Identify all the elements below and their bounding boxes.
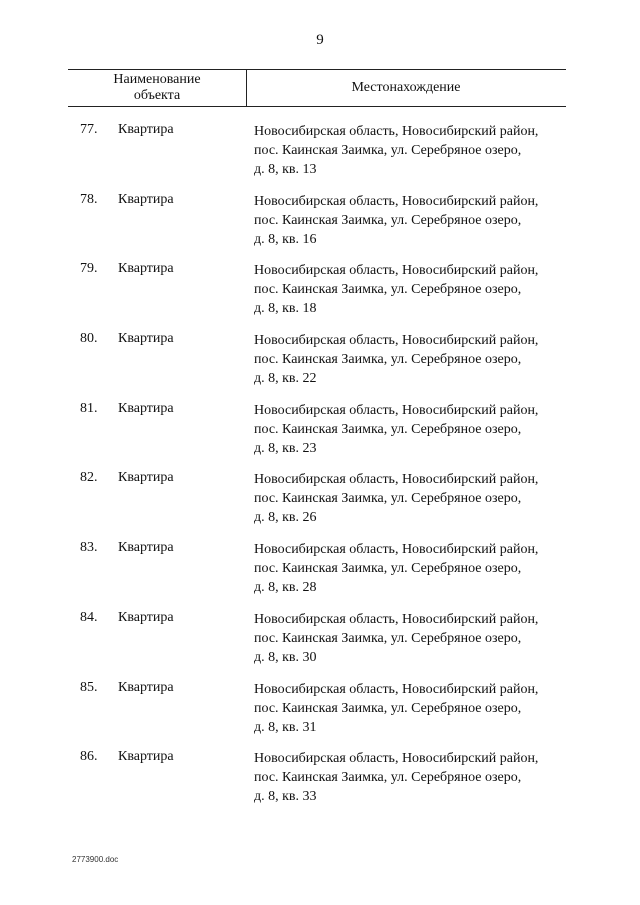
row-location — [254, 540, 574, 597]
row-location — [254, 401, 574, 458]
row-number: 81. — [80, 400, 98, 416]
row-location-line: д. 8, кв. 13 — [254, 162, 317, 177]
page-number: 9 — [316, 32, 324, 48]
row-location-line: д. 8, кв. 23 — [254, 440, 317, 456]
row-location-line: пос. Каинская Заимка, ул. Серебряное озеро, — [254, 700, 522, 716]
column-header-name — [68, 70, 246, 106]
row-location-line: д. 8, кв. 18 — [254, 301, 317, 317]
row-location-line: Новосибирская область, Новосибирский район, — [254, 402, 539, 418]
row-object-name: Квартира — [118, 609, 174, 625]
column-header-name-line2: объекта — [133, 88, 181, 103]
row-object-name: Квартира — [118, 400, 174, 416]
table-row — [0, 680, 640, 750]
row-location-line: д. 8, кв. 30 — [254, 649, 317, 665]
row-location — [254, 470, 574, 527]
row-location-line: Новосибирская область, Новосибирский район, — [254, 263, 539, 279]
row-object-name: Квартира — [118, 191, 174, 207]
row-location-line: Новосибирская область, Новосибирский район, — [254, 681, 539, 697]
table-header — [68, 69, 566, 107]
table-row — [0, 261, 640, 331]
row-location — [254, 610, 574, 667]
row-location-line: д. 8, кв. 26 — [254, 510, 317, 526]
column-header-location: Местонахождение — [351, 80, 461, 95]
table-row — [0, 610, 640, 680]
row-location-line: Новосибирская область, Новосибирский район, — [254, 472, 539, 488]
row-number: 79. — [80, 261, 98, 277]
row-location-line: Новосибирская область, Новосибирский район, — [254, 611, 539, 627]
row-location-line: пос. Каинская Заимка, ул. Серебряное озеро, — [254, 352, 522, 368]
row-location-line: Новосибирская область, Новосибирский район, — [254, 124, 539, 139]
row-object-name: Квартира — [118, 470, 174, 486]
row-location-line: д. 8, кв. 33 — [254, 789, 317, 805]
row-object-name: Квартира — [118, 749, 174, 765]
row-location-line: пос. Каинская Заимка, ул. Серебряное озеро, — [254, 491, 522, 507]
row-number: 80. — [80, 331, 98, 347]
table-row — [0, 122, 640, 192]
row-object-name: Квартира — [118, 540, 174, 556]
row-location-line: Новосибирская область, Новосибирский район, — [254, 333, 539, 349]
table-row — [0, 192, 640, 262]
row-number: 85. — [80, 679, 98, 695]
row-location — [254, 122, 574, 179]
row-location-line: пос. Каинская Заимка, ул. Серебряное озеро, — [254, 421, 522, 437]
row-location-line: пос. Каинская Заимка, ул. Серебряное озеро, — [254, 630, 522, 646]
row-location — [254, 680, 574, 737]
table-row — [0, 470, 640, 540]
row-object-name: Квартира — [118, 679, 174, 695]
table-body — [0, 122, 640, 819]
row-location-line: пос. Каинская Заимка, ул. Серебряное озеро, — [254, 282, 522, 298]
row-number: 83. — [80, 540, 98, 556]
row-number: 86. — [80, 749, 98, 765]
row-number: 77. — [80, 122, 98, 137]
row-location-line: д. 8, кв. 31 — [254, 719, 317, 735]
row-location-line: Новосибирская область, Новосибирский район, — [254, 193, 539, 209]
row-object-name: Квартира — [118, 331, 174, 347]
table-row — [0, 401, 640, 471]
row-location — [254, 331, 574, 388]
row-number: 78. — [80, 191, 98, 207]
table-row — [0, 540, 640, 610]
row-number: 82. — [80, 470, 98, 486]
row-location-line: д. 8, кв. 22 — [254, 371, 317, 387]
row-number: 84. — [80, 609, 98, 625]
row-location — [254, 261, 574, 318]
row-location-line: д. 8, кв. 16 — [254, 231, 317, 247]
row-location — [254, 192, 574, 249]
column-header-name-line1: Наименование — [113, 72, 201, 87]
table-row — [0, 749, 640, 819]
row-location-line: Новосибирская область, Новосибирский район, — [254, 751, 539, 767]
row-location-line: пос. Каинская Заимка, ул. Серебряное озеро, — [254, 212, 522, 228]
row-object-name: Квартира — [118, 122, 174, 137]
row-location-line: д. 8, кв. 28 — [254, 580, 317, 596]
row-location-line: Новосибирская область, Новосибирский район, — [254, 542, 539, 558]
row-location-line: пос. Каинская Заимка, ул. Серебряное озеро, — [254, 770, 522, 786]
table-row — [0, 331, 640, 401]
row-location-line: пос. Каинская Заимка, ул. Серебряное озеро, — [254, 143, 522, 158]
footer-document-name: 2773900.doc — [72, 855, 119, 864]
row-object-name: Квартира — [118, 261, 174, 277]
row-location-line: пос. Каинская Заимка, ул. Серебряное озеро, — [254, 561, 522, 577]
row-location — [254, 749, 574, 806]
